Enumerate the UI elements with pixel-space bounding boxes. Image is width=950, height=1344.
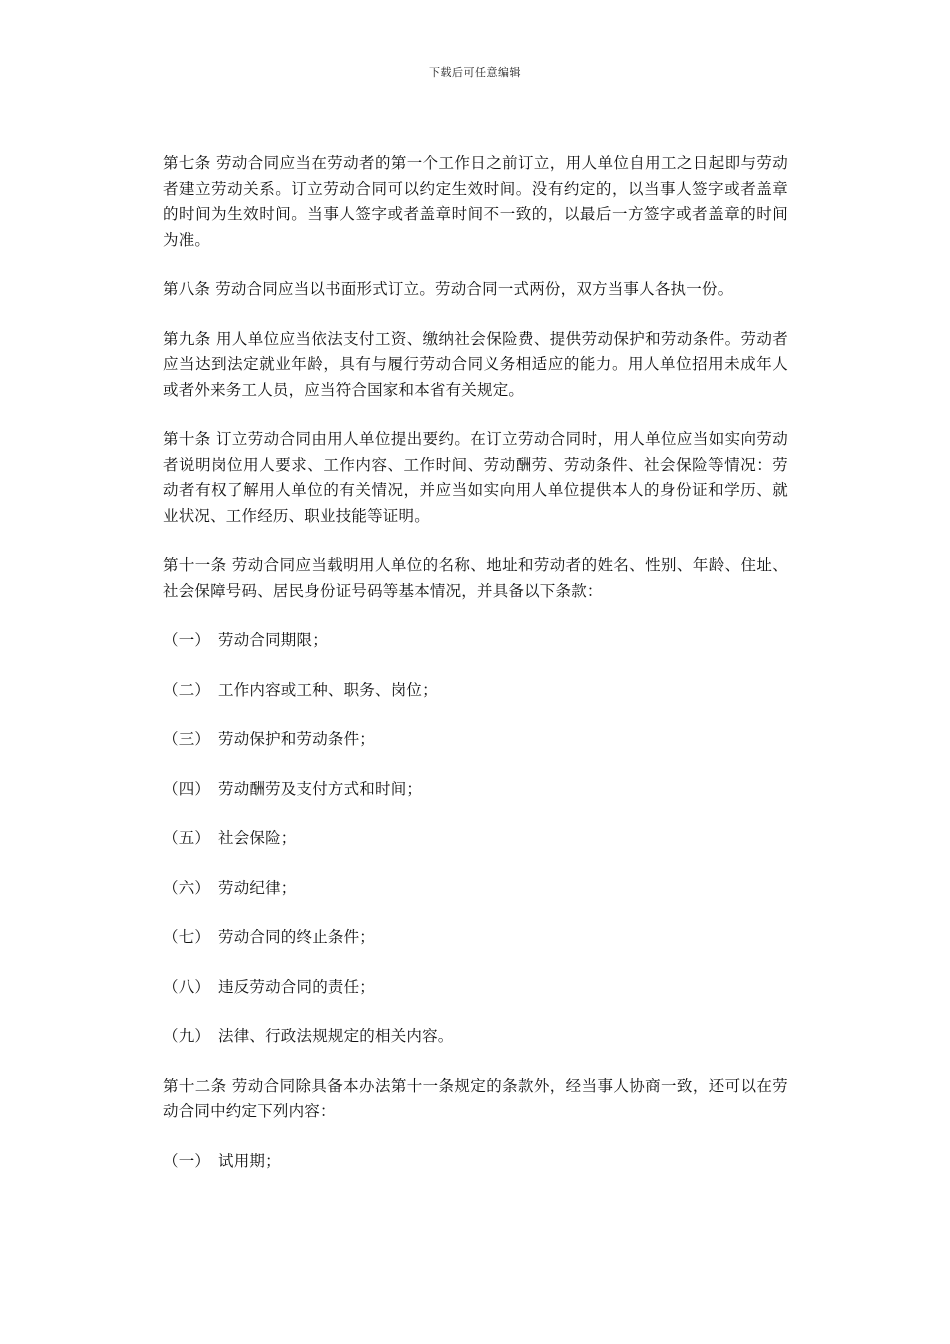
- item-number: （八）: [163, 977, 211, 996]
- article-9: 第九条 用人单位应当依法支付工资、缴纳社会保险费、提供劳动保护和劳动条件。劳动者应当达到法定就业年龄，具有与履行劳动合同义务相适应的能力。用人单位招用未成年人或者外来务工人员，应当符合国家和本省有关规定。: [163, 329, 788, 399]
- item-number: （二）: [163, 680, 211, 699]
- item-number: （三）: [163, 730, 211, 748]
- article-11-item-4: [163, 777, 788, 803]
- document-body: [163, 151, 788, 1174]
- item-text: 法律、行政法规规定的相关内容。: [218, 1027, 454, 1045]
- item-text: 试用期；: [218, 1151, 281, 1170]
- header-note: 下载后可任意编辑: [429, 66, 521, 79]
- item-text: 工作内容或工种、职务、岗位；: [218, 680, 438, 699]
- article-11-item-8: [163, 975, 788, 1001]
- article-10: 第十条 订立劳动合同由用人单位提出要约。在订立劳动合同时，用人单位应当如实向劳动者说明岗位用人要求、工作内容、工作时间、劳动酬劳、劳动条件、社会保险等情况：劳动者有权了解用人单位的有关情况，并应当如实向用人单位提供本人的身份证和学历、就业状况、工作经历、职业技能等证明。: [163, 430, 788, 525]
- article-11-item-7: [163, 925, 788, 951]
- item-number: （九）: [163, 1027, 211, 1045]
- item-number: （七）: [163, 928, 211, 946]
- article-11-item-9: [163, 1024, 788, 1050]
- article-12-item-1: [163, 1149, 788, 1175]
- item-text: 社会保险；: [218, 829, 297, 847]
- item-text: 劳动保护和劳动条件；: [218, 730, 376, 748]
- article-11-item-5: [163, 826, 788, 852]
- article-11-item-1: [163, 628, 788, 654]
- item-text: 劳动合同的终止条件；: [218, 928, 376, 946]
- item-number: （一）: [163, 1151, 211, 1170]
- item-text: 违反劳动合同的责任；: [218, 977, 376, 996]
- article-11-item-6: [163, 876, 788, 902]
- item-number: （一）: [163, 631, 211, 649]
- article-12: 第十二条 劳动合同除具备本办法第十一条规定的条款外，经当事人协商一致，还可以在劳动合同中约定下列内容：: [163, 1076, 788, 1120]
- article-8: 第八条 劳动合同应当以书面形式订立。劳动合同一式两份，双方当事人各执一份。: [163, 280, 734, 298]
- article-11: 第十一条 劳动合同应当载明用人单位的名称、地址和劳动者的姓名、性别、年龄、住址、社会保障号码、居民身份证号码等基本情况，并具备以下条款：: [163, 556, 788, 600]
- item-text: 劳动合同期限；: [218, 631, 328, 649]
- item-text: 劳动纪律；: [218, 878, 297, 897]
- item-number: （六）: [163, 878, 211, 897]
- item-text: 劳动酬劳及支付方式和时间；: [218, 779, 423, 798]
- article-11-item-2: [163, 678, 788, 704]
- article-7: 第七条 劳动合同应当在劳动者的第一个工作日之前订立，用人单位自用工之日起即与劳动者建立劳动关系。订立劳动合同可以约定生效时间。没有约定的，以当事人签字或者盖章的时间为生效时间。当事人签字或者盖章时间不一致的，以最后一方签字或者盖章的时间为准。: [163, 154, 788, 249]
- article-11-item-3: [163, 727, 788, 753]
- item-number: （四）: [163, 779, 211, 798]
- item-number: （五）: [163, 829, 211, 847]
